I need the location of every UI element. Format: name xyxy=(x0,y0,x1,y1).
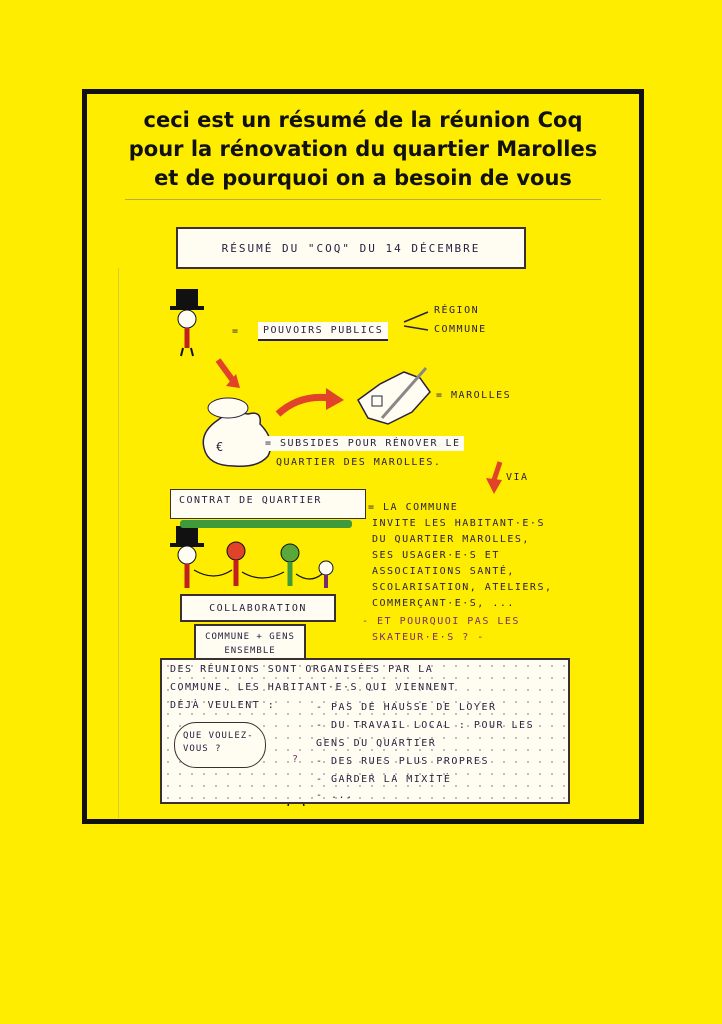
wish-line: - DES RUES PLUS PROPRES xyxy=(316,756,489,767)
via-label: VIA xyxy=(506,472,529,483)
arrow-region-icon xyxy=(404,312,428,322)
subsides-line-2: QUARTIER DES MAROLLES. xyxy=(276,457,442,468)
invite-line: INVITE LES HABITANT·E·S xyxy=(372,518,545,529)
meeting-line: DÉJÀ VEULENT : xyxy=(170,700,276,711)
marolles-label: = MAROLLES xyxy=(436,390,512,401)
meeting-line: DES RÉUNIONS SONT ORGANISÉES PAR LA xyxy=(170,664,434,675)
invite-line: DU QUARTIER MAROLLES, xyxy=(372,534,530,545)
collaboration-box: COLLABORATION xyxy=(180,594,336,622)
speech-line-2: VOUS ? xyxy=(183,744,222,754)
header-line-2: pour la rénovation du quartier Marolles xyxy=(128,137,598,161)
arrow-commune-icon xyxy=(404,326,428,330)
euro-sign: € xyxy=(216,440,225,454)
wish-line: - GARDER LA MIXITÉ xyxy=(316,774,452,785)
region-label: RÉGION xyxy=(434,305,480,316)
top-hat-figure-icon xyxy=(170,289,204,356)
subsides-line-1: = SUBSIDES POUR RÉNOVER LE xyxy=(262,436,464,451)
invite-line: SCOLARISATION, ATELIERS, xyxy=(372,582,553,593)
contrat-de-quartier-label: CONTRAT DE QUARTIER xyxy=(170,489,366,519)
meeting-line: COMMUNE. LES HABITANT·E·S QUI VIENNENT xyxy=(170,682,456,693)
speech-bubble xyxy=(174,722,266,768)
pouvoirs-publics-label: POUVOIRS PUBLICS xyxy=(258,322,388,341)
red-curved-arrow-icon xyxy=(278,397,330,414)
header-line-1: ceci est un résumé de la réunion Coq xyxy=(143,108,583,132)
wish-line: - ... xyxy=(316,790,354,801)
ensemble-line-2: ENSEMBLE xyxy=(224,646,276,656)
wish-line: GENS DU QUARTIER xyxy=(316,738,437,749)
money-bag-icon xyxy=(203,398,270,466)
summary-title-box: RÉSUMÉ DU "COQ" DU 14 DÉCEMBRE xyxy=(176,227,526,269)
invite-line: - ET POURQUOI PAS LES xyxy=(362,616,520,627)
question-mark: ? xyxy=(292,754,300,765)
invite-line: SKATEUR·E·S ? - xyxy=(372,632,485,643)
invite-line: COMMERÇANT·E·S, ... xyxy=(372,598,515,609)
wish-line: - DU TRAVAIL LOCAL : POUR LES xyxy=(316,720,535,731)
people-figures-icon xyxy=(170,526,333,588)
green-highlight-bar xyxy=(180,520,352,528)
marolles-map-icon xyxy=(358,368,430,424)
invite-line: = LA COMMUNE xyxy=(368,502,459,513)
speech-line-1: QUE VOULEZ- xyxy=(183,731,254,741)
ensemble-line-1: COMMUNE + GENS xyxy=(205,632,295,642)
equals-sign: = xyxy=(232,326,240,337)
wish-line: - PAS DE HAUSSE DE LOYER xyxy=(316,702,497,713)
invite-line: ASSOCIATIONS SANTÉ, xyxy=(372,566,515,577)
red-arrow-down-icon xyxy=(218,360,234,382)
commune-ensemble-box xyxy=(194,624,306,660)
invite-line: SES USAGER·E·S ET xyxy=(372,550,500,561)
commune-label: COMMUNE xyxy=(434,324,487,335)
red-arrow-via-icon xyxy=(494,462,500,480)
header-line-3: et de pourquoi on a besoin de vous xyxy=(154,166,572,190)
